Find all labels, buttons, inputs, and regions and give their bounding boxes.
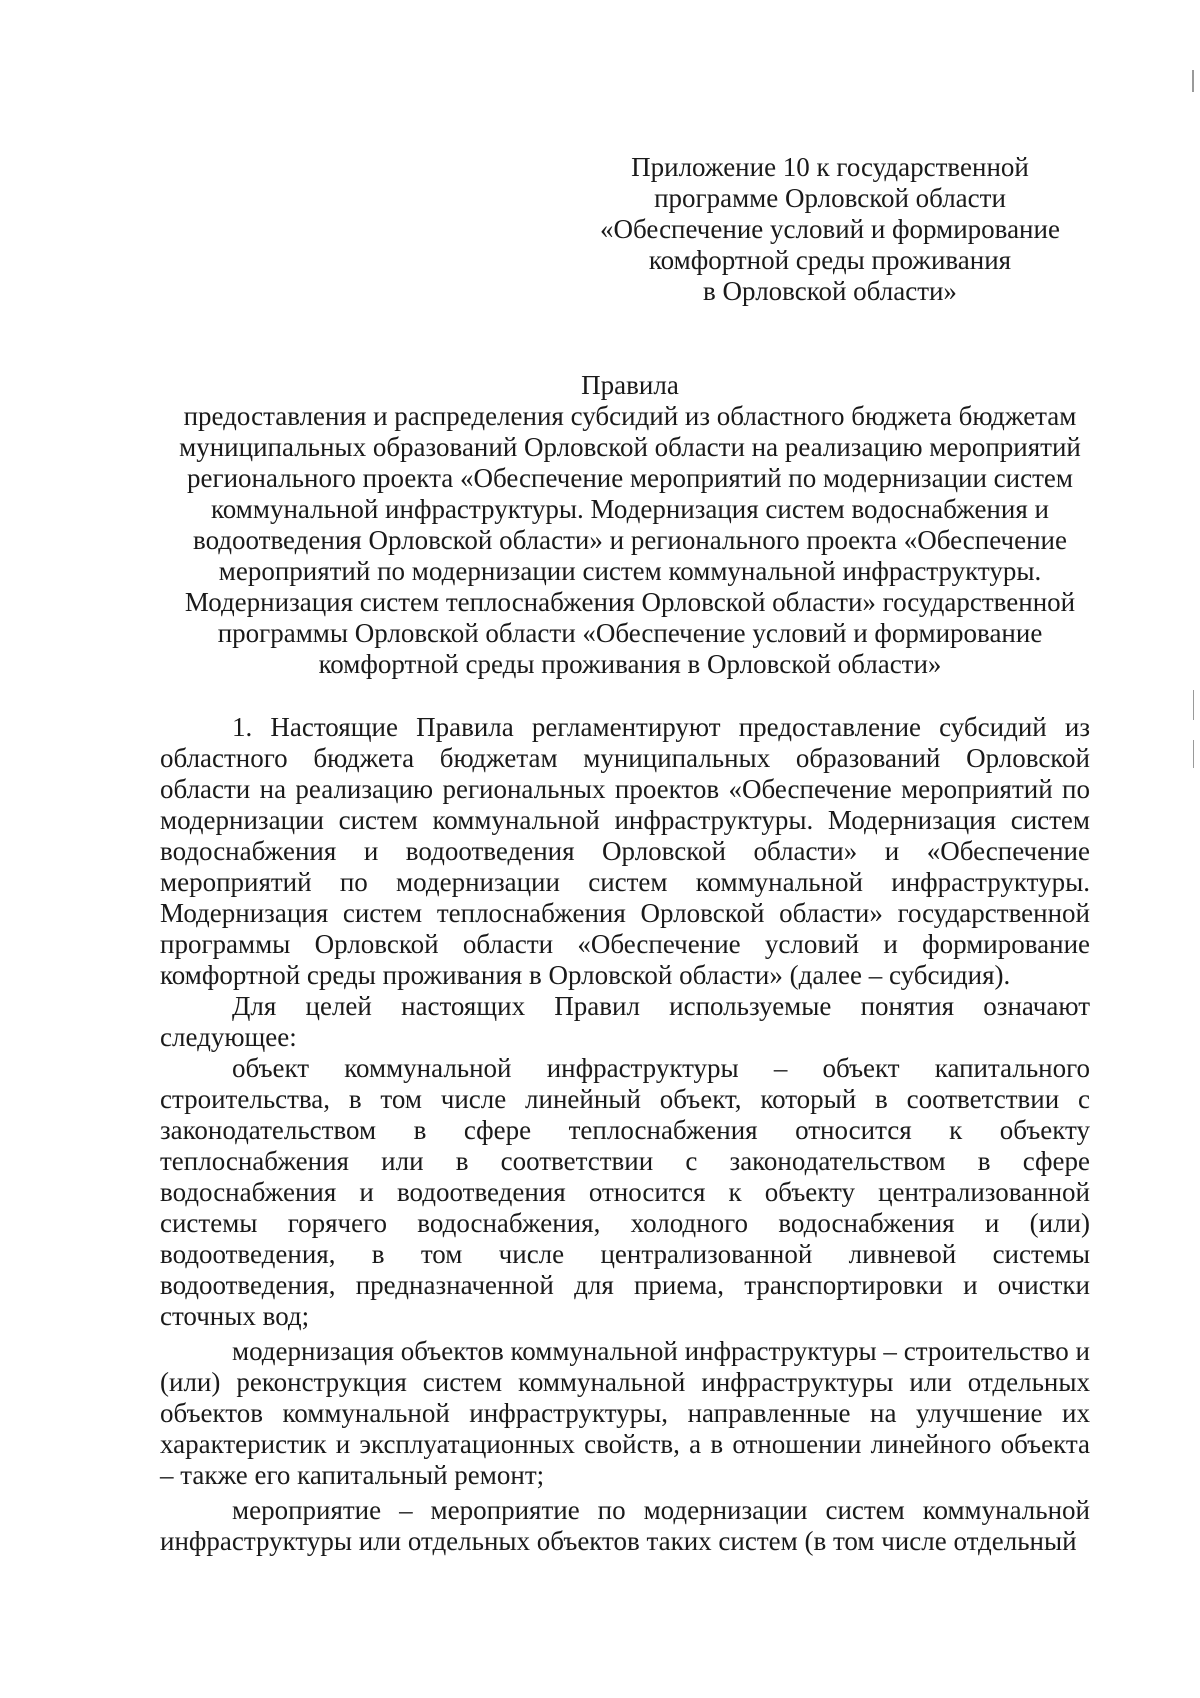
title-heading: Правила	[581, 370, 679, 400]
title-line: водоотведения Орловской области» и регионального проекта «Обеспечение	[193, 525, 1067, 555]
appendix-line: «Обеспечение условий и формирование	[600, 214, 1060, 244]
appendix-line: программе Орловской области	[654, 183, 1006, 213]
body-paragraph-4: модернизация объектов коммунальной инфраструктуры – строительство и (или) реконструкция систем коммунальной инфраструктуры или отдельных объектов коммунальной инфраструктуры, направленные на улучшение их характеристик и эксплуатационных свойств, а в отношении линейного объекта – также его капитальный ремонт;	[160, 1336, 1090, 1490]
scan-edge-mark	[1192, 70, 1194, 92]
body-paragraph-1: 1. Настоящие Правила регламентируют предоставление субсидий из областного бюджета бюджетам муниципальных образований Орловской области на реализацию региональных проектов «Обеспечение мероприятий по модернизации систем коммунальной инфраструктуры. Модернизация систем водоснабжения и водоотведения Орловской области» и «Обеспечение мероприятий по модернизации систем коммунальной инфраструктуры. Модернизация систем теплоснабжения Орловской области» государственной программы Орловской области «Обеспечение условий и формирование комфортной среды проживания в Орловской области» (далее – субсидия).	[160, 712, 1090, 990]
title-line: предоставления и распределения субсидий из областного бюджета бюджетам	[183, 401, 1077, 431]
appendix-header	[600, 152, 1060, 307]
appendix-line: комфортной среды проживания	[648, 245, 1012, 275]
appendix-line: в Орловской области»	[703, 276, 957, 306]
body-paragraph-5: мероприятие – мероприятие по модернизации систем коммунальной инфраструктуры или отдельных объектов таких систем (в том числе отдельный	[160, 1495, 1090, 1556]
body-paragraph-3: объект коммунальной инфраструктуры – объект капитального строительства, в том числе линейный объект, который в соответствии с законодательством в сфере теплоснабжения относится к объекту теплоснабжения или в соответствии с законодательством в сфере водоснабжения и водоотведения относится к объекту централизованной системы горячего водоснабжения, холодного водоснабжения и (или) водоотведения, в том числе централизованной ливневой системы водоотведения, предназначенной для приема, транспортировки и очистки сточных вод;	[160, 1053, 1090, 1331]
body-paragraph-2: Для целей настоящих Правил используемые понятия означают следующее:	[160, 991, 1090, 1052]
scan-edge-mark	[1193, 740, 1194, 768]
document-title	[150, 370, 1110, 680]
title-line: Модернизация систем теплоснабжения Орловской области» государственной	[184, 587, 1076, 617]
title-line: программы Орловской области «Обеспечение условий и формирование	[217, 618, 1043, 648]
appendix-line: Приложение 10 к государственной	[631, 152, 1029, 182]
title-line: мероприятий по модернизации систем коммунальной инфраструктуры.	[218, 556, 1042, 586]
scan-edge-mark	[1193, 690, 1194, 720]
document-body	[160, 712, 1090, 1557]
title-line: регионального проекта «Обеспечение мероприятий по модернизации систем	[187, 463, 1073, 493]
title-line: муниципальных образований Орловской области на реализацию мероприятий	[179, 432, 1081, 462]
title-line: комфортной среды проживания в Орловской области»	[318, 649, 942, 679]
title-line: коммунальной инфраструктуры. Модернизация систем водоснабжения и	[211, 494, 1049, 524]
